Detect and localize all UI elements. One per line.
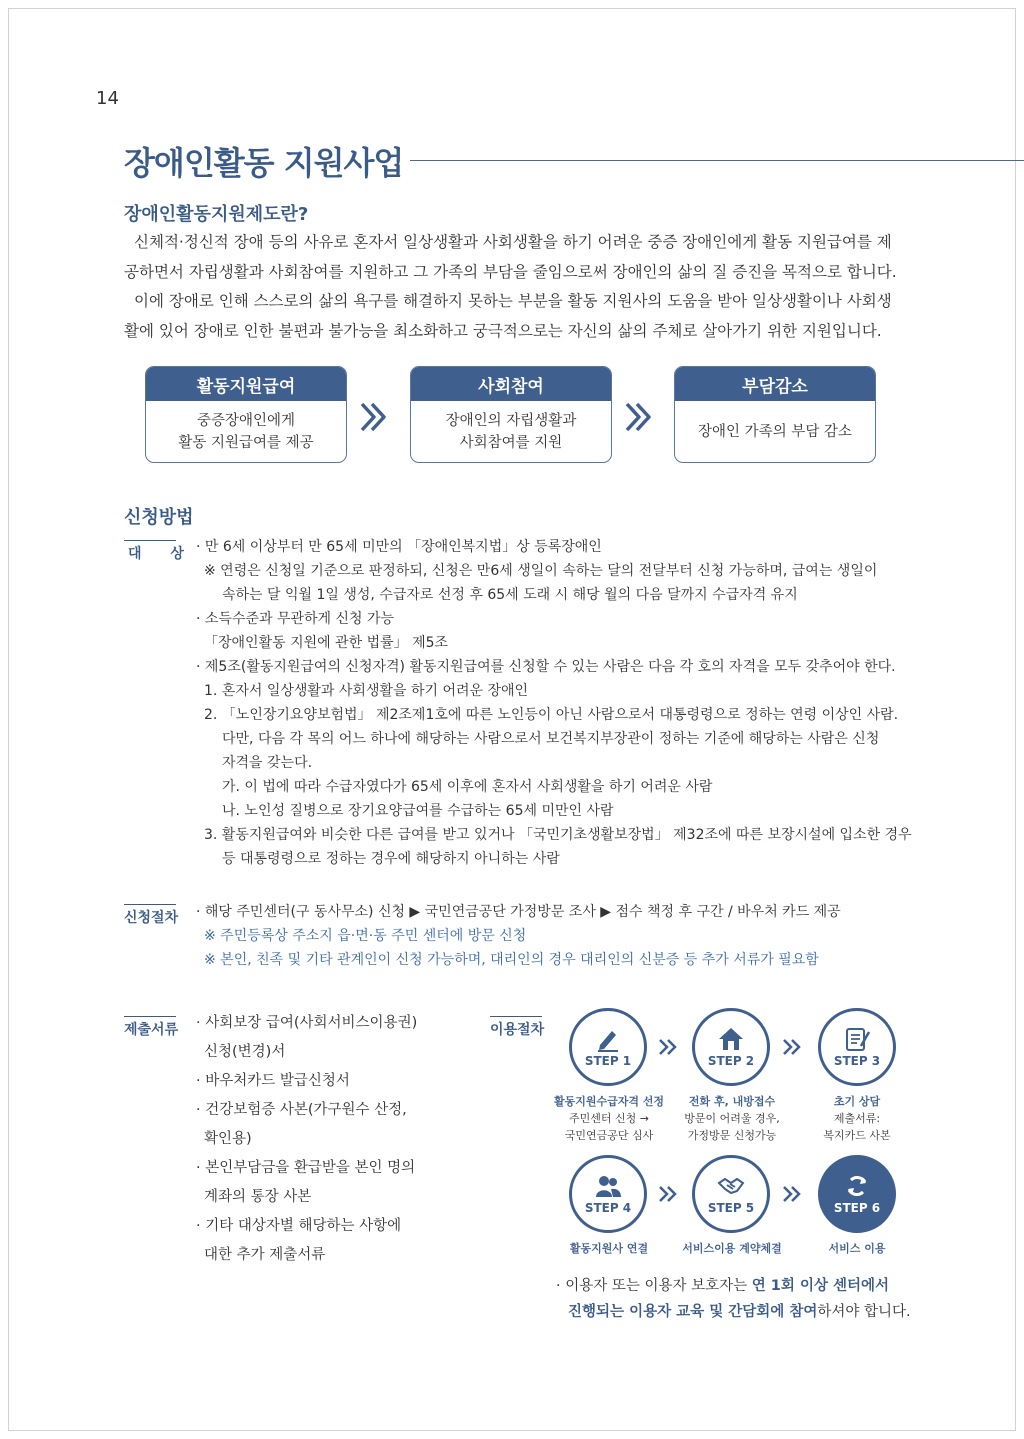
- target-line: 등 대통령령으로 정하는 경우에 해당하지 아니하는 사람: [222, 851, 560, 867]
- docs-line: 대한 추가 제출서류: [204, 1247, 326, 1263]
- intro-paragraph-1: 신체적·정신적 장애 등의 사유로 혼자서 일상생활과 사회생활을 하기 어려운 중증 장애인에게 활동 지원급여를 제공하면서 자립생활과 사회참여를 지원하고 그 가족의 부담을 줄임으로써 장애인의 삶의 질 증진을 목적으로 합니다.: [124, 233, 897, 281]
- target-line: 1. 혼자서 일상생활과 사회생활을 하기 어려운 장애인: [204, 683, 529, 699]
- flow-box-title: 활동지원급여: [146, 367, 346, 401]
- page-title: 장애인활동 지원사업: [124, 144, 404, 182]
- step-5-caption: [667, 1240, 797, 1257]
- step-4-caption: [544, 1240, 674, 1257]
- double-chevron-right-icon: [782, 1185, 804, 1203]
- target-line: · 만 6세 이상부터 만 65세 미만의 「장애인복지법」상 등록장애인: [196, 539, 602, 555]
- flow-box-body-line: 사회참여를 지원: [459, 434, 563, 451]
- usage-note: [556, 1273, 916, 1325]
- step-desc: 국민연금공단 심사: [564, 1129, 654, 1142]
- procedure-note: ※ 주민등록상 주소지 읍·면·동 주민 센터에 방문 신청: [204, 928, 527, 944]
- step-title: 서비스 이용: [828, 1242, 886, 1255]
- step-4-circle: [569, 1155, 647, 1233]
- handshake-icon: [717, 1173, 745, 1199]
- clipboard-icon: [843, 1026, 871, 1052]
- step-6-circle: [818, 1155, 896, 1233]
- docs-line: 확인용): [204, 1131, 252, 1147]
- docs-line: · 사회보장 급여(사회서비스이용권): [196, 1015, 418, 1031]
- intro-text: [124, 228, 904, 346]
- procedure-main: · 해당 주민센터(구 동사무소) 신청 ▶ 국민연금공단 가정방문 조사 ▶ 점수 책정 후 구간 / 바우처 카드 제공: [196, 904, 841, 920]
- docs-line: · 본인부담금을 환급받을 본인 명의: [196, 1160, 416, 1176]
- docs-line: · 건강보험증 사본(가구원수 산정,: [196, 1102, 407, 1118]
- target-line: 속하는 달 익월 1일 생성, 수급자로 선정 후 65세 도래 시 해당 월의 다음 달까지 수급자격 유지: [222, 587, 798, 603]
- step-1-circle: [569, 1008, 647, 1086]
- target-line: ※ 연령은 신청일 기준으로 판정하되, 신청은 만6세 생일이 속하는 달의 전달부터 신청 가능하며, 급여는 생일이: [204, 563, 878, 579]
- apply-heading: 신청방법: [124, 507, 194, 528]
- docs-label: 제출서류: [124, 1016, 176, 1039]
- double-chevron-right-icon: [782, 1038, 804, 1056]
- step-desc: 방문이 어려울 경우,: [684, 1112, 780, 1125]
- double-chevron-right-icon: [658, 1038, 680, 1056]
- target-line: 다만, 다음 각 목의 어느 하나에 해당하는 사람으로서 보건복지부장관이 정하는 기준에 해당하는 사람은 신청: [222, 731, 880, 747]
- step-title: 활동지원수급자격 선정: [553, 1095, 665, 1108]
- flow-box-body-line: 중증장애인에게: [196, 412, 296, 429]
- target-line: 나. 노인성 질병으로 장기요양급여를 수급하는 65세 미만인 사람: [222, 803, 614, 819]
- pencil-icon: [594, 1026, 622, 1052]
- step-5-circle: [692, 1155, 770, 1233]
- home-icon: [717, 1026, 745, 1052]
- note-bold: 연 1회 이상 센터에서: [751, 1278, 890, 1294]
- step-label: STEP 2: [707, 1054, 755, 1068]
- target-line: 3. 활동지원급여와 비슷한 다른 급여를 받고 있거나 「국민기초생활보장법」 제32조에 따른 보장시설에 입소한 경우: [204, 827, 912, 843]
- flow-box-burden: [674, 366, 876, 463]
- step-label: STEP 6: [833, 1201, 881, 1215]
- intro-heading: 장애인활동지원제도란?: [124, 204, 309, 225]
- target-line: 가. 이 법에 따라 수급자였다가 65세 이후에 혼자서 사회생활을 하기 어려운 사람: [222, 779, 713, 795]
- docs-line: · 바우처카드 발급신청서: [196, 1073, 350, 1089]
- step-desc: 가정방문 신청가능: [687, 1129, 777, 1142]
- target-line: 2. 「노인장기요양보험법」 제2조제1호에 따른 노인등이 아닌 사람으로서 대통령령으로 정하는 연령 이상인 사람.: [204, 707, 899, 723]
- target-content: [196, 535, 912, 871]
- step-desc: 주민센터 신청 →: [569, 1112, 649, 1125]
- flow-box-benefit: [145, 366, 347, 463]
- step-title: 전화 후, 내방접수: [688, 1095, 776, 1108]
- double-chevron-right-icon: [624, 400, 660, 434]
- flow-box-participation: [410, 366, 612, 463]
- step-2-caption: [667, 1093, 797, 1144]
- step-2-circle: [692, 1008, 770, 1086]
- docs-line: · 기타 대상자별 해당하는 사항에: [196, 1218, 402, 1234]
- flow-box-body: [675, 401, 875, 462]
- double-chevron-right-icon: [658, 1185, 680, 1203]
- people-icon: [594, 1173, 622, 1199]
- procedure-label: 신청절차: [124, 904, 176, 927]
- target-line: 「장애인활동 지원에 관한 법률」 제5조: [204, 635, 449, 651]
- step-1-caption: [544, 1093, 674, 1144]
- flow-box-body-line: 장애인의 자립생활과: [445, 412, 577, 429]
- step-6-caption: [792, 1240, 922, 1257]
- step-label: STEP 4: [584, 1201, 632, 1215]
- step-label: STEP 5: [707, 1201, 755, 1215]
- procedure-note: ※ 본인, 친족 및 기타 관계인이 신청 가능하며, 대리인의 경우 대리인의 신분증 등 추가 서류가 필요함: [204, 952, 819, 968]
- step-label: STEP 1: [584, 1054, 632, 1068]
- step-desc: 제출서류:: [833, 1112, 881, 1125]
- docs-content: [196, 1009, 446, 1270]
- step-title: 서비스이용 계약체결: [682, 1242, 782, 1255]
- note-bold: 진행되는 이용자 교육 및 간담회에 참여: [568, 1304, 818, 1320]
- cycle-icon: [843, 1173, 871, 1199]
- target-line: 자격을 갖는다.: [222, 755, 313, 771]
- target-line: · 제5조(활동지원급여의 신청자격) 활동지원급여를 신청할 수 있는 사람은 다음 각 호의 자격을 모두 갖추어야 한다.: [196, 659, 896, 675]
- step-3-circle: [818, 1008, 896, 1086]
- flow-box-body-line: 장애인 가족의 부담 감소: [698, 423, 852, 440]
- usage-label: 이용절차: [490, 1016, 542, 1039]
- double-chevron-right-icon: [359, 400, 395, 434]
- docs-line: 신청(변경)서: [204, 1044, 286, 1060]
- flow-box-body: [146, 401, 346, 462]
- docs-line: 계좌의 통장 사본: [204, 1189, 312, 1205]
- flow-box-title: 부담감소: [675, 367, 875, 401]
- flow-box-body: [411, 401, 611, 462]
- step-desc: 복지카드 사본: [823, 1129, 891, 1142]
- title-rule: [410, 160, 1024, 161]
- intro-paragraph-2: 이에 장애로 인해 스스로의 삶의 욕구를 해결하지 못하는 부분을 활동 지원사의 도움을 받아 일상생활이나 사회생활에 있어 장애로 인한 불편과 불가능을 최소화하고 궁극적으로는 자신의 삶의 주체로 살아가기 위한 지원입니다.: [124, 292, 892, 340]
- page-number: 14: [96, 88, 119, 109]
- flow-box-body-line: 활동 지원급여를 제공: [178, 434, 314, 451]
- step-3-caption: [792, 1093, 922, 1144]
- note-suffix: 하셔야 합니다.: [817, 1304, 911, 1320]
- target-line: · 소득수준과 무관하게 신청 가능: [196, 611, 395, 627]
- step-label: STEP 3: [833, 1054, 881, 1068]
- target-label: 대 상: [124, 540, 176, 563]
- procedure-content: [196, 900, 908, 972]
- note-prefix: · 이용자 또는 이용자 보호자는: [556, 1278, 752, 1294]
- flow-box-title: 사회참여: [411, 367, 611, 401]
- step-title: 활동지원사 연결: [569, 1242, 649, 1255]
- step-title: 초기 상담: [833, 1095, 881, 1108]
